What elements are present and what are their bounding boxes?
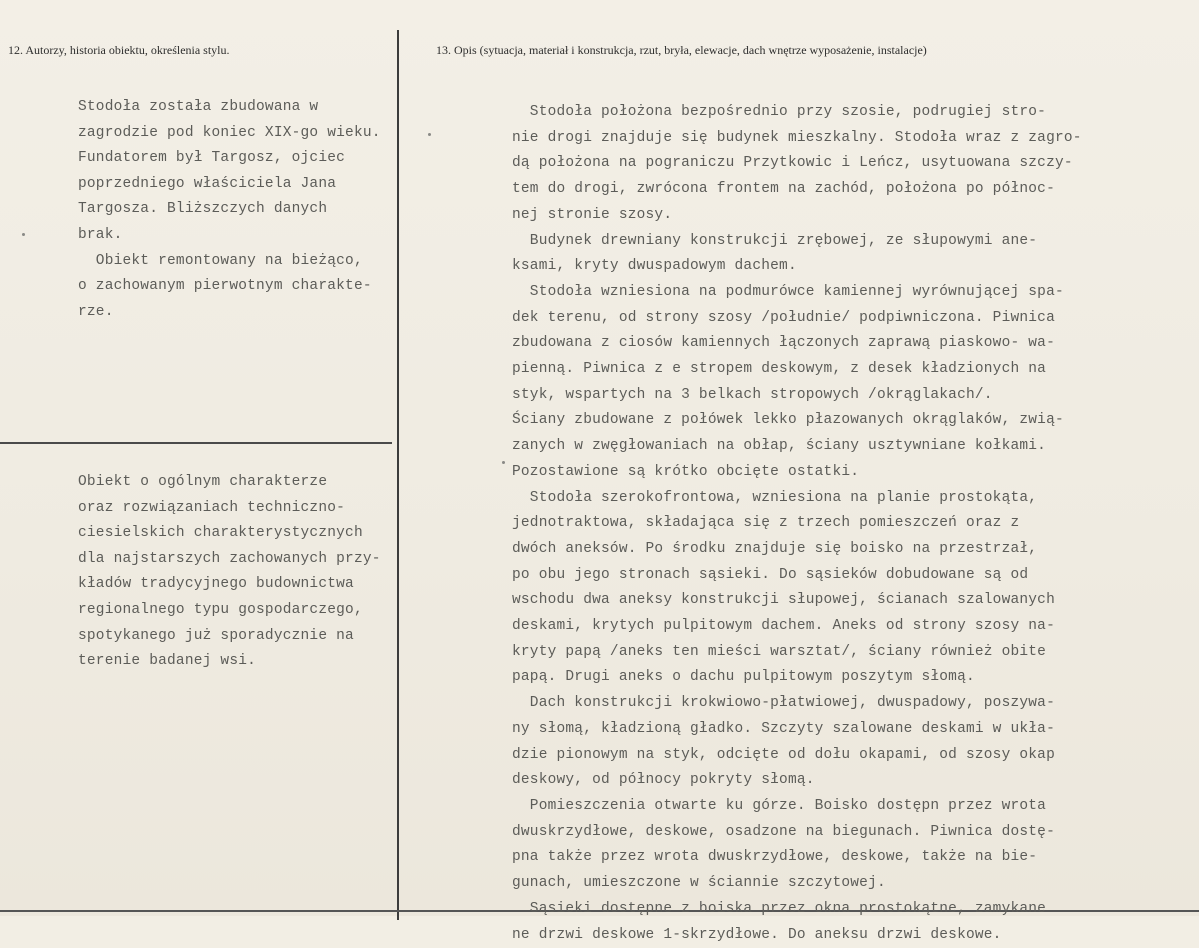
text-line: zagrodzie pod koniec XIX-go wieku. xyxy=(78,121,381,147)
text-line: ciesielskich charakterystycznych xyxy=(78,521,381,547)
text-line: nie drogi znajduje się budynek mieszkalny. Stodoła wraz z zagro- xyxy=(512,126,1082,152)
text-line: jednotraktowa, składająca się z trzech pomieszczeń oraz z xyxy=(512,511,1082,537)
text-line: oraz rozwiązaniach techniczno- xyxy=(78,496,381,522)
text-line: Stodoła wzniesiona na podmurówce kamiennej wyrównującej spa- xyxy=(512,280,1082,306)
text-line: nej stronie szosy. xyxy=(512,203,1082,229)
text-line: pienną. Piwnica z e stropem deskowym, z desek kładzionych na xyxy=(512,357,1082,383)
text-line: o zachowanym pierwotnym charakte- xyxy=(78,274,381,300)
text-line: Pozostawione są krótko obcięte ostatki. xyxy=(512,460,1082,486)
text-line: papą. Drugi aneks o dachu pulpitowym poszytym słomą. xyxy=(512,665,1082,691)
description-text xyxy=(512,100,1082,948)
text-line: Budynek drewniany konstrukcji zrębowej, ze słupowymi ane- xyxy=(512,229,1082,255)
text-line: deskowy, od północy pokryty słomą. xyxy=(512,768,1082,794)
text-line: dwóch aneksów. Po środku znajduje się boisko na przestrzał, xyxy=(512,537,1082,563)
text-line: Stodoła została zbudowana w xyxy=(78,95,381,121)
text-line: rze. xyxy=(78,300,381,326)
text-line: kryty papą /aneks ten mieści warsztat/, ściany również obite xyxy=(512,640,1082,666)
text-line: Stodoła szerokofrontowa, wzniesiona na planie prostokąta, xyxy=(512,486,1082,512)
text-line: Obiekt o ogólnym charakterze xyxy=(78,470,381,496)
text-line: zbudowana z ciosów kamiennych łączonych zaprawą piaskowo- wa- xyxy=(512,331,1082,357)
text-line: regionalnego typu gospodarczego, xyxy=(78,598,381,624)
text-line: dwuskrzydłowe, deskowe, osadzone na biegunach. Piwnica dostę- xyxy=(512,820,1082,846)
assessment-text xyxy=(78,470,381,675)
text-line: styk, wspartych na 3 belkach stropowych /okrąglakach/. xyxy=(512,383,1082,409)
text-line: deskami, krytych pulpitowym dachem. Aneks od strony szosy na- xyxy=(512,614,1082,640)
text-line: Sąsieki dostępne z boiska przez okna prostokątne, zamykane xyxy=(512,897,1082,923)
text-line: Targosza. Bliższczych danych xyxy=(78,197,381,223)
text-line: ne drzwi deskowe 1-skrzydłowe. Do aneksu drzwi deskowe. xyxy=(512,923,1082,948)
left-section-divider xyxy=(0,442,392,444)
section-13-header: 13. Opis (sytuacja, materiał i konstrukcja, rzut, bryła, elewacje, dach wnętrze wyposażenie, instalacje) xyxy=(436,43,927,58)
text-line: pna także przez wrota dwuskrzydłowe, deskowe, także na bie- xyxy=(512,845,1082,871)
text-line: terenie badanej wsi. xyxy=(78,649,381,675)
text-line: dzie pionowym na styk, odcięte od dołu okapami, od szosy okap xyxy=(512,743,1082,769)
text-line: wschodu dwa aneksy konstrukcji słupowej, ścianach szalowanych xyxy=(512,588,1082,614)
text-line: tem do drogi, zwrócona frontem na zachód, położona po północ- xyxy=(512,177,1082,203)
text-line: Stodoła położona bezpośrednio przy szosie, podrugiej stro- xyxy=(512,100,1082,126)
text-line: Dach konstrukcji krokwiowo-płatwiowej, dwuspadowy, poszywa- xyxy=(512,691,1082,717)
text-line: ny słomą, kładzioną gładko. Szczyty szalowane deskami w ukła- xyxy=(512,717,1082,743)
text-line: gunach, umieszczone w ściannie szczytowej. xyxy=(512,871,1082,897)
paper-speck xyxy=(22,233,25,236)
text-line: ksami, kryty dwuspadowym dachem. xyxy=(512,254,1082,280)
section-12-header: 12. Autorzy, historia obiektu, określenia stylu. xyxy=(8,43,230,58)
text-line: dek terenu, od strony szosy /południe/ podpiwniczona. Piwnica xyxy=(512,306,1082,332)
paper-speck xyxy=(502,461,505,464)
text-line: Obiekt remontowany na bieżąco, xyxy=(78,249,381,275)
text-line: Pomieszczenia otwarte ku górze. Boisko dostępn przez wrota xyxy=(512,794,1082,820)
text-line: Ściany zbudowane z połówek lekko płazowanych okrąglaków, zwią- xyxy=(512,408,1082,434)
text-line: kładów tradycyjnego budownictwa xyxy=(78,572,381,598)
text-line: dla najstarszych zachowanych przy- xyxy=(78,547,381,573)
history-text xyxy=(78,95,381,325)
paper-speck xyxy=(428,133,431,136)
text-line: po obu jego stronach sąsieki. Do sąsieków dobudowane są od xyxy=(512,563,1082,589)
text-line: spotykanego już sporadycznie na xyxy=(78,624,381,650)
text-line: Fundatorem był Targosz, ojciec xyxy=(78,146,381,172)
text-line: dą położona na pograniczu Przytkowic i Leńcz, usytuowana szczy- xyxy=(512,151,1082,177)
text-line: poprzedniego właściciela Jana xyxy=(78,172,381,198)
text-line: brak. xyxy=(78,223,381,249)
column-divider xyxy=(397,30,399,920)
text-line: zanych w zwęgłowaniach na obłap, ściany usztywniane kołkami. xyxy=(512,434,1082,460)
